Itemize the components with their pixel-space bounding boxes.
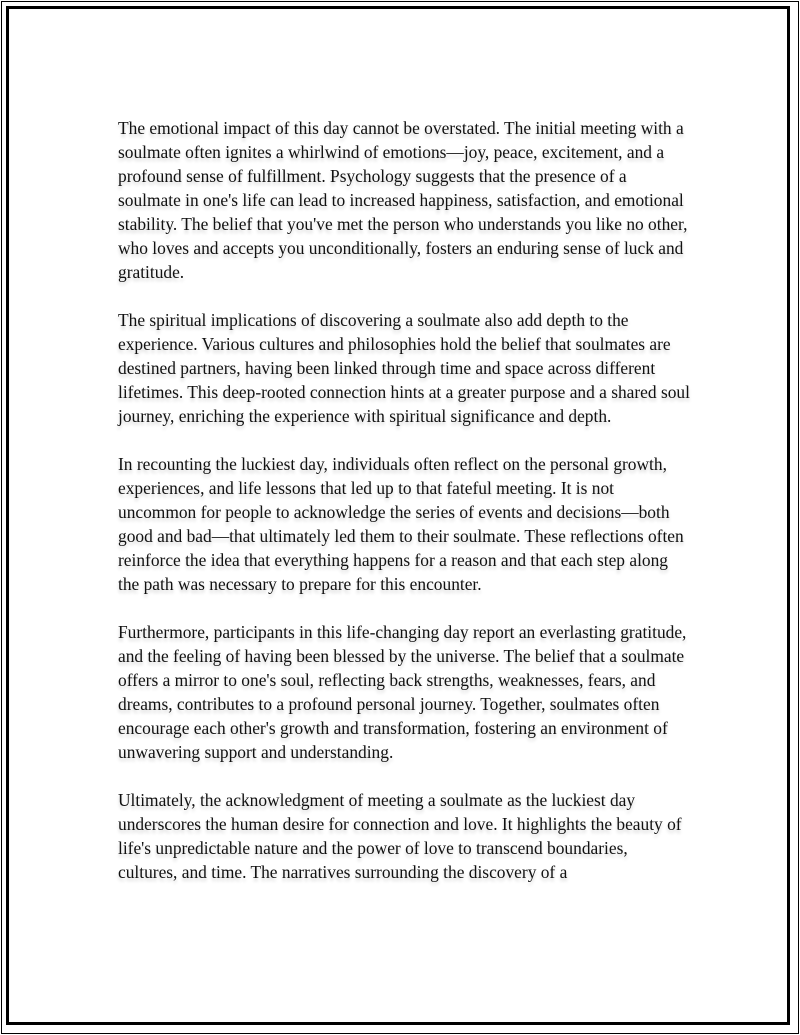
paragraph-spiritual-implications: The spiritual implications of discovering a soulmate also add depth to the experience. Various cultures and philosophies hold the belief that soulmates are destined partners, having been linked through time and space across different lifetimes. This deep-rooted connection hints at a greater purpose and a shared soul journey, enriching the experience with spiritual significance and depth.: [118, 310, 690, 426]
document-body: [118, 116, 690, 908]
paragraph-everlasting-gratitude: Furthermore, participants in this life-changing day report an everlasting gratitude, and the feeling of having been blessed by the universe. The belief that a soulmate offers a mirror to one's soul, reflecting back strengths, weaknesses, fears, and dreams, contributes to a profound personal journey. Together, soulmates often encourage each other's growth and transformation, fostering an environment of unwavering support and understanding.: [118, 622, 687, 762]
paragraph-recounting-luckiest-day: In recounting the luckiest day, individuals often reflect on the personal growth, experiences, and life lessons that led up to that fateful meeting. It is not uncommon for people to acknowledge the series of events and decisions—both good and bad—that ultimately led them to their soulmate. These reflections often reinforce the idea that everything happens for a reason and that each step along the path was necessary to prepare for this encounter.: [118, 454, 684, 594]
paragraph-emotional-impact: The emotional impact of this day cannot be overstated. The initial meeting with a soulmate often ignites a whirlwind of emotions—joy, peace, excitement, and a profound sense of fulfillment. Psychology suggests that the presence of a soulmate in one's life can lead to increased happiness, satisfaction, and emotional stability. The belief that you've met the person who understands you like no other, who loves and accepts you unconditionally, fosters an enduring sense of luck and gratitude.: [118, 118, 688, 282]
paragraph-ultimately: Ultimately, the acknowledgment of meeting a soulmate as the luckiest day underscores the human desire for connection and love. It highlights the beauty of life's unpredictable nature and the power of love to transcend boundaries, cultures, and time. The narratives surrounding the discovery of a: [118, 790, 682, 882]
